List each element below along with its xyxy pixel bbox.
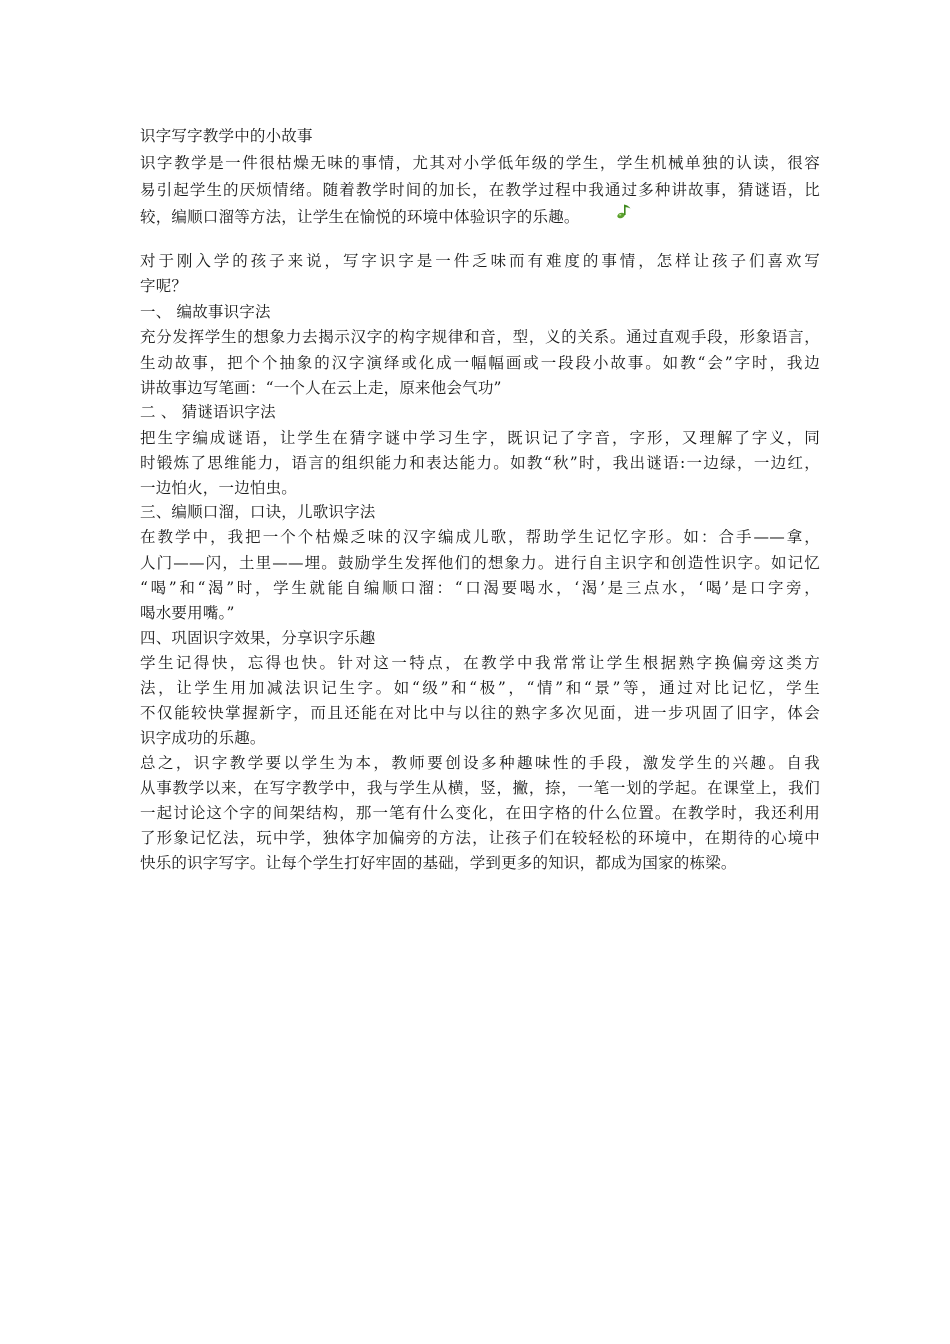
section-1-line-3: 讲故事边写笔画：“一个人在云上走，原来他会气功” xyxy=(140,379,502,397)
section-4-line-2: 法，让学生用加减法识记生字。如“级”和“极”，“情”和“景”等，通过对比记忆，学生 xyxy=(140,679,820,697)
section-2-line-1: 把生字编成谜语，让学生在猜字谜中学习生字，既识记了字音，字形，又理解了字义，同 xyxy=(140,429,820,447)
conclusion-line-5: 快乐的识字写字。让每个学生打好牢固的基础，学到更多的知识，都成为国家的栋梁。 xyxy=(140,854,737,872)
section-1-line-2: 生动故事，把个个抽象的汉字演绎或化成一幅幅画或一段段小故事。如教“会”字时，我边 xyxy=(140,354,820,372)
section-3-line-2: 人门——闪，土里——埋。鼓励学生发挥他们的想象力。进行自主识字和创造性识字。如记忆 xyxy=(140,554,820,572)
conclusion-line-1: 总之，识字教学要以学生为本，教师要创设多种趣味性的手段，激发学生的兴趣。自我 xyxy=(140,754,820,772)
section-4-line-1: 学生记得快，忘得也快。针对这一特点，在教学中我常常让学生根据熟字换偏旁这类方 xyxy=(140,654,820,672)
section-3-line-4: 喝水要用嘴。” xyxy=(140,604,235,622)
intro-line-2: 易引起学生的厌烦情绪。随着教学时间的加长，在教学过程中我通过多种讲故事，猜谜语，比 xyxy=(140,181,820,199)
section-4-heading: 四、巩固识字效果，分享识字乐趣 xyxy=(140,629,376,647)
section-4-line-3: 不仅能较快掌握新字，而且还能在对比中与以往的熟字多次见面，进一步巩固了旧字，体会 xyxy=(140,704,820,722)
conclusion-line-2: 从事教学以来，在写字教学中，我与学生从横，竖，撇，捺，一笔一划的学起。在课堂上，我们 xyxy=(140,779,820,797)
intro-line-1: 识字教学是一件很枯燥无味的事情，尤其对小学低年级的学生，学生机械单独的认读，很容 xyxy=(140,154,820,172)
section-1-line-1: 充分发挥学生的想象力去揭示汉字的构字规律和音，型，义的关系。通过直观手段，形象语言， xyxy=(140,328,820,346)
section-2-line-3: 一边怕火，一边怕虫。 xyxy=(140,479,298,497)
document-title: 识字写字教学中的小故事 xyxy=(140,127,313,145)
conclusion-line-3: 一起讨论这个字的间架结构，那一笔有什么变化，在田字格的什么位置。在教学时，我还利用 xyxy=(140,804,820,822)
section-1-heading: 一、 编故事识字法 xyxy=(140,303,271,321)
section-3-line-3: “喝”和“渴”时，学生就能自编顺口溜：“口渴要喝水，‘渴’是三点水，‘喝’是口字旁， xyxy=(140,579,820,597)
intro-line-3: 较，编顺口溜等方法，让学生在愉悦的环境中体验识字的乐趣。 xyxy=(140,208,580,226)
question-line-2: 字呢？ xyxy=(140,277,188,295)
section-2-heading: 二 、 猜谜语识字法 xyxy=(140,403,276,421)
music-note-icon xyxy=(616,202,634,220)
question-line-1: 对于刚入学的孩子来说，写字识字是一件乏味而有难度的事情，怎样让孩子们喜欢写 xyxy=(140,252,820,270)
conclusion-line-4: 了形象记忆法，玩中学，独体字加偏旁的方法，让孩子们在较轻松的环境中，在期待的心境中 xyxy=(140,829,820,847)
section-4-line-4: 识字成功的乐趣。 xyxy=(140,729,266,747)
section-2-line-2: 时锻炼了思维能力，语言的组织能力和表达能力。如教“秋”时，我出谜语:一边绿，一边红， xyxy=(140,454,820,472)
section-3-line-1: 在教学中，我把一个个枯燥乏味的汉字编成儿歌，帮助学生记忆字形。如：合手——拿， xyxy=(140,528,820,546)
section-3-heading: 三、编顺口溜，口诀，儿歌识字法 xyxy=(140,503,376,521)
